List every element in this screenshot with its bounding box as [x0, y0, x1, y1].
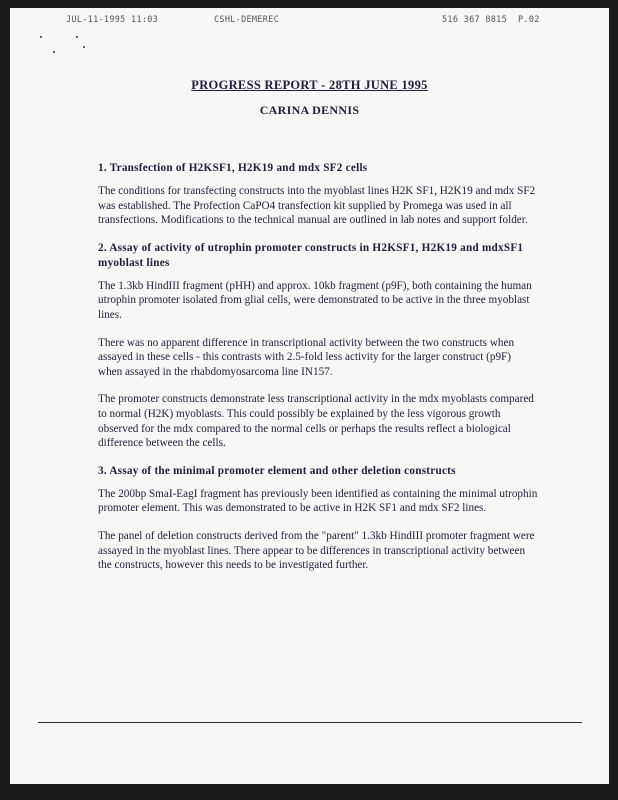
section-1-heading: 1. Transfection of H2KSF1, H2K19 and mdx SF2 cells — [98, 162, 368, 174]
bottom-rule — [38, 722, 582, 723]
document-page — [10, 8, 609, 784]
section-2-heading: 2. Assay of activity of utrophin promoter constructs in H2KSF1, H2K19 and mdxSF1 myoblast lines — [98, 241, 524, 269]
fax-phone: 516 367 8815 — [442, 15, 508, 25]
fax-page-number: P.02 — [518, 15, 540, 25]
section-2-paragraph-2: There was no apparent difference in transcriptional activity between the two constructs when assayed in these cells - this contrasts with 2.5-fold less activity for the larger construct (p9F) when assayed in the rhabdomyosarcoma line IN157. — [98, 336, 515, 378]
section-3-paragraph-1: The 200bp SmaI-EagI fragment has previously been identified as containing the minimal utrophin promoter element. This was demonstrated to be active in H2K SF1 and mdx SF2 lines. — [98, 487, 538, 515]
report-body — [98, 161, 538, 586]
section-3-heading: 3. Assay of the minimal promoter element and other deletion constructs — [98, 464, 456, 477]
section-2-paragraph-1: The 1.3kb HindIII fragment (pHH) and approx. 10kb fragment (p9F), both containing the human utrophin promoter isolated from glial cells, were demonstrated to be active in the three myoblast lines. — [98, 279, 532, 321]
fax-sender: CSHL-DEMEREC — [214, 15, 280, 25]
section-1-paragraph-1: The conditions for transfecting constructs into the myoblast lines H2K SF1, H2K19 and mdx SF2 was established. The Profection CaPO4 transfection kit supplied by Promega was used in all transfections. Modifications to the technical manual are outlined in lab notes and support folder. — [98, 185, 536, 227]
section-3-paragraph-2: The panel of deletion constructs derived from the "parent" 1.3kb HindIII promoter fragment were assayed in the myoblast lines. There appear to be differences in transcriptional activity between the constructs, however this needs to be investigated further. — [98, 529, 535, 572]
section-2-paragraph-3: The promoter constructs demonstrate less transcriptional activity in the mdx myoblasts compared to normal (H2K) myoblasts. This could possibly be explained by the less vigorous growth observed for the mdx compared to the normal cells or perhaps the results reflect a biological difference between the cells. — [98, 393, 534, 450]
report-author: CARINA DENNIS — [259, 103, 360, 117]
fax-date-time: JUL-11-1995 11:03 — [66, 15, 159, 25]
report-title: PROGRESS REPORT - 28TH JUNE 1995 — [191, 78, 428, 92]
